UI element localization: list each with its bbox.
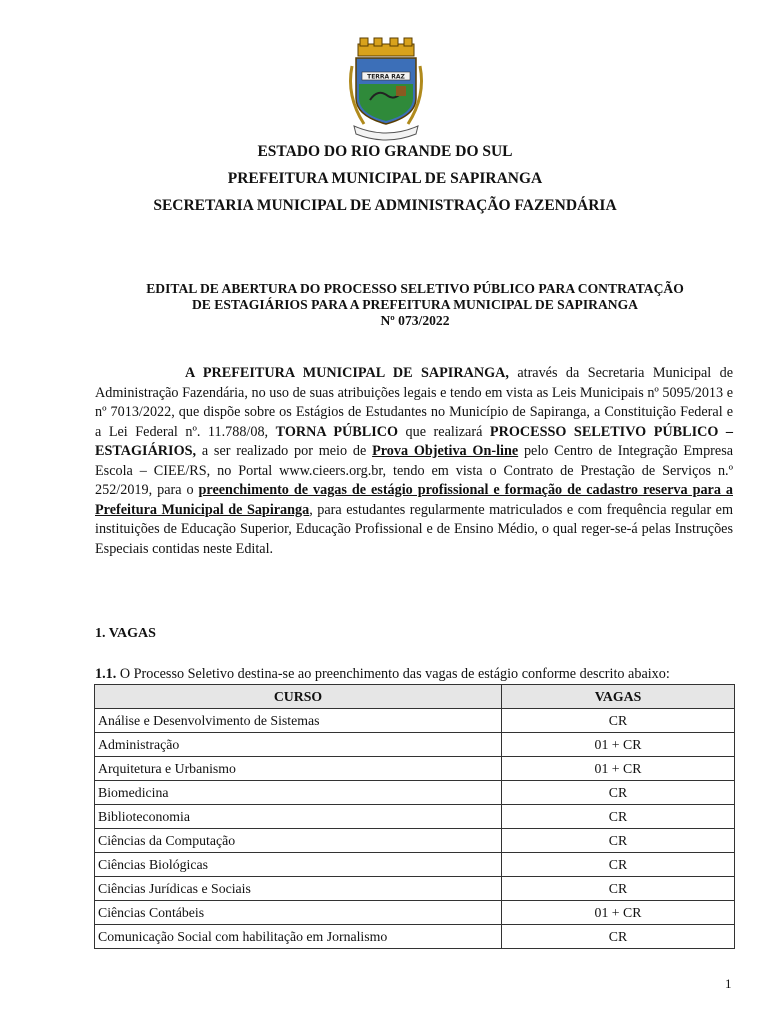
text-span: pelo Centro de Integração Empresa Escola – CIEE/RS, no Portal www.cieers.org.br, tendo em vista o Contrato de Prestação de Serviços n.º 252/2019, para o — [95, 443, 734, 498]
vagas-cell: CR — [502, 877, 735, 901]
vagas-cell: CR — [502, 829, 735, 853]
crest-banner-text: TERRA RAZ — [367, 73, 405, 81]
table-row — [95, 853, 735, 877]
table-row — [95, 781, 735, 805]
curso-cell: Arquitetura e Urbanismo — [95, 757, 502, 781]
vagas-cell: CR — [502, 925, 735, 949]
table-row — [95, 925, 735, 949]
vagas-cell: 01 + CR — [502, 733, 735, 757]
text-span: , para estudantes regularmente matriculados e com frequência regular em instituições de Educação Superior, Educação Profissional e de Ensino Médio, o qual reger-se-á pelas Instruções Especiais contidas neste Edital. — [95, 501, 733, 557]
table-row — [95, 877, 735, 901]
edital-number: Nº 073/2022 — [380, 313, 450, 328]
text-span: que realizará — [398, 423, 490, 440]
section-heading-vagas: 1. VAGAS — [95, 626, 156, 641]
table-row — [95, 901, 735, 925]
curso-cell: Biomedicina — [95, 781, 502, 805]
processo-seletivo-bold: PROCESSO SELETIVO PÚBLICO – ESTAGIÁRIOS, — [95, 423, 733, 459]
edital-title-line1: EDITAL DE ABERTURA DO PROCESSO SELETIVO PÚBLICO PARA CONTRATAÇÃO — [146, 281, 684, 296]
prova-online-underlined: Prova Objetiva On-line — [372, 443, 519, 459]
table-header-row — [95, 685, 735, 709]
curso-cell: Biblioteconomia — [95, 805, 502, 829]
curso-cell: Ciências Biológicas — [95, 853, 502, 877]
curso-cell: Ciências da Computação — [95, 829, 502, 853]
vagas-cell: CR — [502, 709, 735, 733]
curso-cell: Administração — [95, 733, 502, 757]
header-prefeitura: PREFEITURA MUNICIPAL DE SAPIRANGA — [227, 170, 543, 187]
item-number: 1.1. — [95, 666, 117, 682]
prefeitura-bold: A PREFEITURA MUNICIPAL DE SAPIRANGA, — [185, 365, 509, 381]
header-state: ESTADO DO RIO GRANDE DO SUL — [257, 143, 513, 160]
header-secretaria: SECRETARIA MUNICIPAL DE ADMINISTRAÇÃO FAZENDÁRIA — [153, 197, 617, 214]
item-1-1 — [95, 666, 670, 683]
vagas-table — [94, 684, 735, 949]
vagas-cell: CR — [502, 853, 735, 877]
page-number: 1 — [725, 976, 732, 991]
item-text: O Processo Seletivo destina-se ao preenchimento das vagas de estágio conforme descrito abaixo: — [116, 666, 670, 682]
edital-title — [95, 281, 735, 329]
header-vagas: VAGAS — [502, 685, 735, 709]
edital-title-line2: DE ESTAGIÁRIOS PARA A PREFEITURA MUNICIPAL DE SAPIRANGA — [191, 297, 638, 312]
vagas-cell: 01 + CR — [502, 901, 735, 925]
table-row — [95, 733, 735, 757]
municipal-coat-of-arms-icon — [344, 36, 428, 142]
vagas-cell: 01 + CR — [502, 757, 735, 781]
vagas-cell: CR — [502, 805, 735, 829]
header-curso: CURSO — [95, 685, 502, 709]
intro-paragraph — [95, 364, 733, 559]
table-row — [95, 805, 735, 829]
curso-cell: Comunicação Social com habilitação em Jornalismo — [95, 925, 502, 949]
curso-cell: Análise e Desenvolvimento de Sistemas — [95, 709, 502, 733]
vagas-cell: CR — [502, 781, 735, 805]
vagas-estagio-underlined: preenchimento de vagas de estágio profissional e formação de cadastro reserva para a Prefeitura Municipal de Sapiranga — [95, 482, 733, 518]
table-row — [95, 709, 735, 733]
curso-cell: Ciências Contábeis — [95, 901, 502, 925]
torna-publico-bold: TORNA PÚBLICO — [275, 423, 398, 440]
text-span: através da Secretaria Municipal de Administração Fazendária, no uso de suas atribuições legais e tendo em vista as Leis Municipais nº 5095/2013 e nº 7013/2022, que dispõe sobre os Estágios de Estudantes no Município de Sapiranga, a Constituição Federal e a Lei Federal nº. 11.788/08, — [95, 365, 733, 440]
table-row — [95, 829, 735, 853]
table-row — [95, 757, 735, 781]
text-span: a ser realizado por meio de — [196, 443, 373, 459]
curso-cell: Ciências Jurídicas e Sociais — [95, 877, 502, 901]
